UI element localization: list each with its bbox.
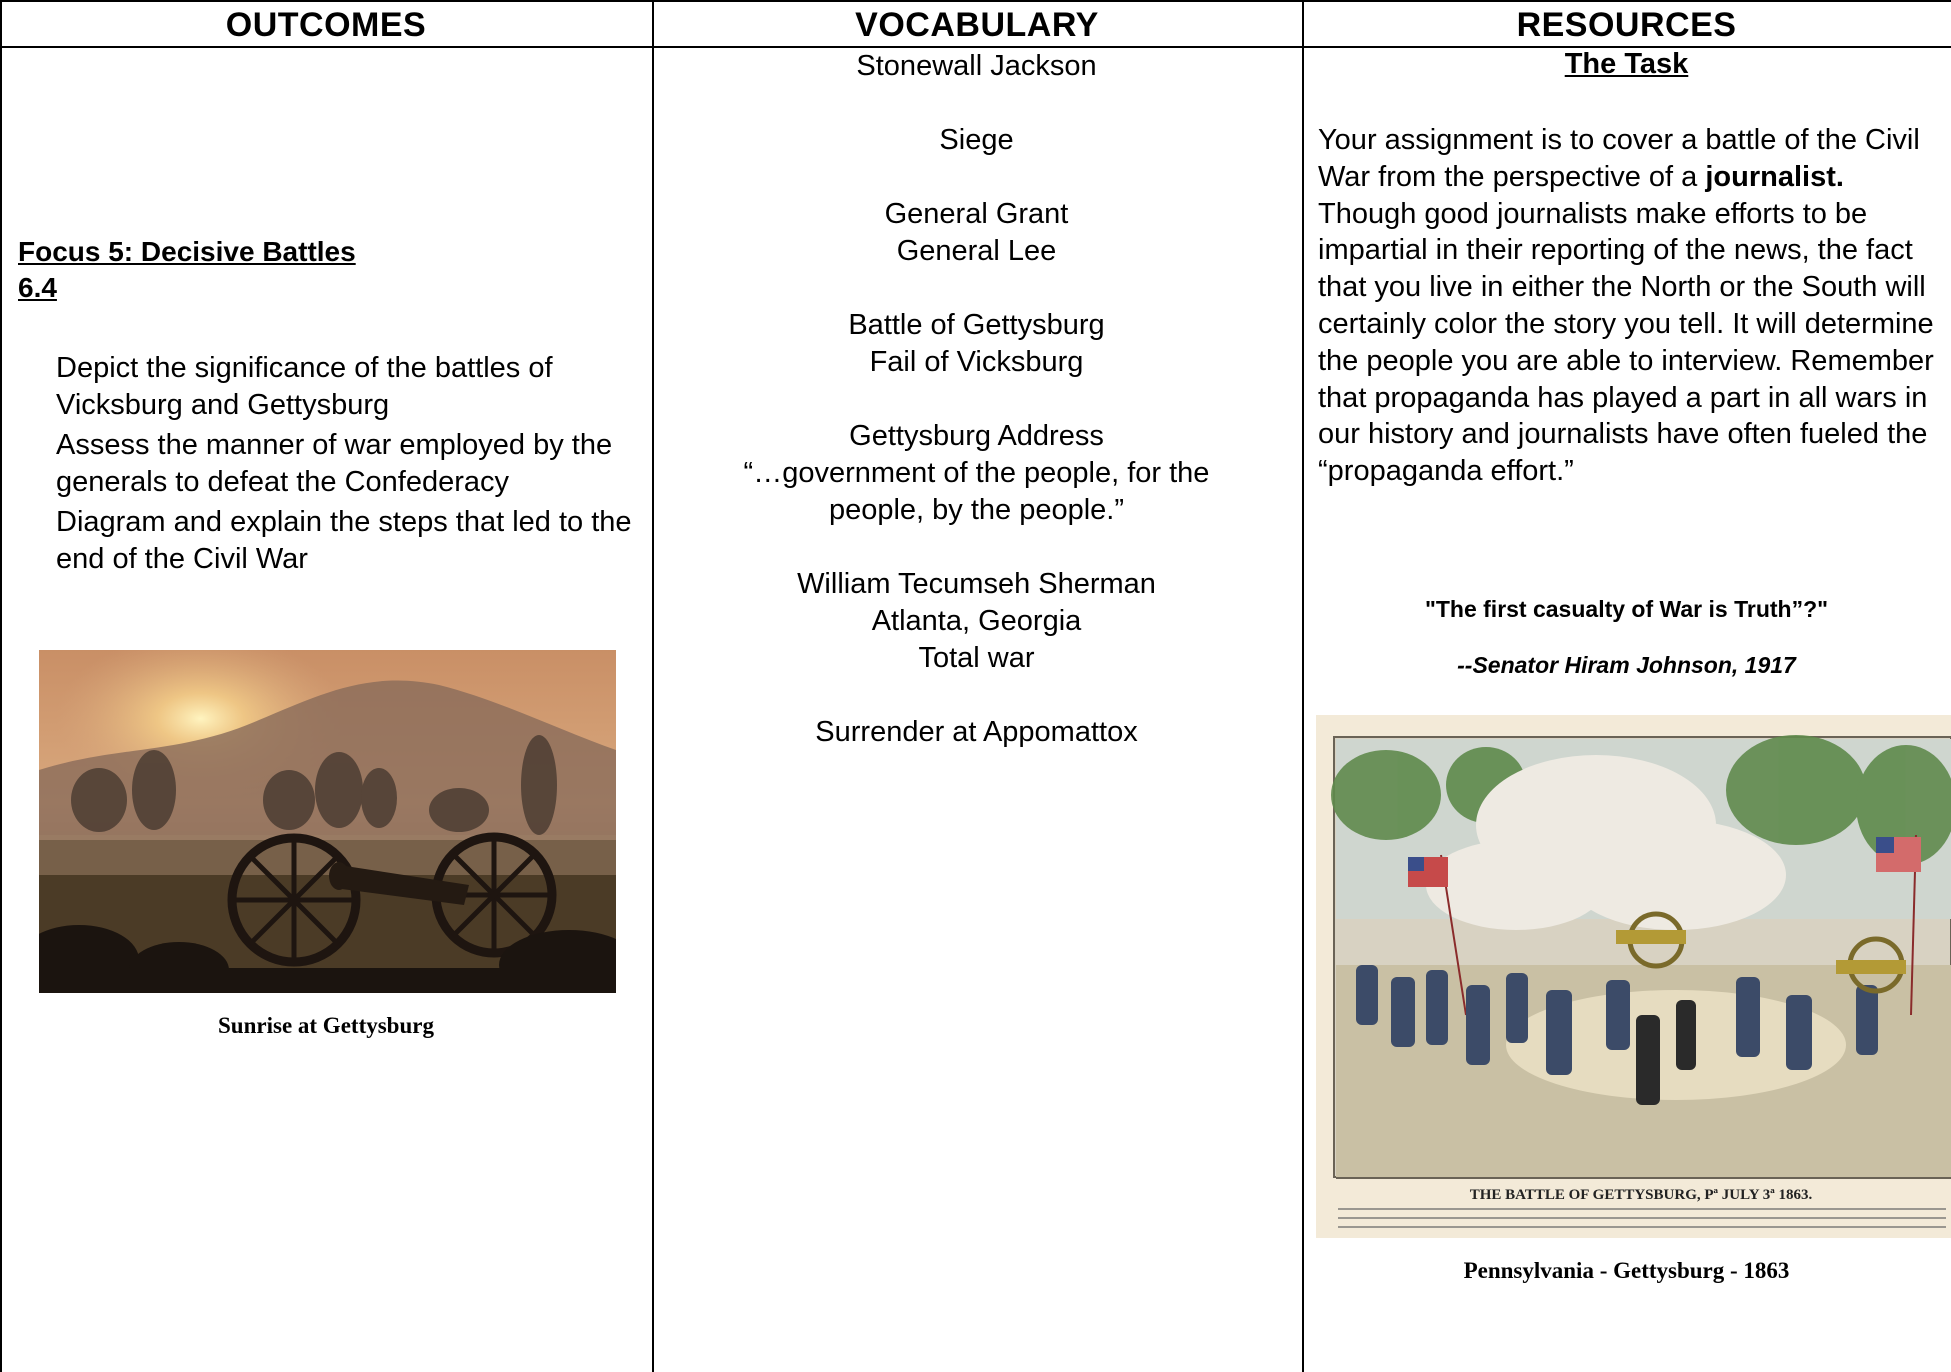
focus-code: 6.4	[18, 272, 57, 303]
quote-author: --Senator Hiram Johnson, 1917	[1457, 652, 1796, 678]
vocab-term: Atlanta, Georgia	[871, 605, 1082, 637]
outcomes-header: OUTCOMES	[225, 6, 427, 44]
sunrise-caption: Sunrise at Gettysburg	[218, 1013, 434, 1038]
gettysburg-caption: Pennsylvania - Gettysburg - 1863	[1463, 1258, 1790, 1283]
task-title: The Task	[1564, 48, 1689, 80]
column-divider-2	[1302, 0, 1304, 1372]
task-description	[1318, 122, 1946, 490]
vocab-term: Gettysburg Address	[849, 420, 1104, 452]
vocab-term: General Grant	[884, 198, 1069, 230]
vocab-quote-line: people, by the people.”	[828, 494, 1125, 526]
vocab-term: Surrender at Appomattox	[815, 716, 1138, 748]
outcomes-list	[56, 350, 646, 581]
sunrise-gettysburg-photo	[39, 650, 616, 993]
focus-title: Focus 5: Decisive Battles	[18, 236, 356, 267]
vocabulary-header: VOCABULARY	[855, 6, 1099, 44]
battle-of-gettysburg-lithograph	[1316, 715, 1951, 1238]
vocab-term: Fail of Vicksburg	[869, 346, 1084, 378]
vocab-term: Siege	[939, 124, 1014, 156]
table-border-left	[0, 0, 2, 1372]
task-intro: Your assignment is to cover a battle of the Civil War from the perspective of a	[1318, 124, 1920, 193]
outcome-item: Depict the significance of the battles of Vicksburg and Gettysburg	[56, 352, 553, 421]
vocab-term: Battle of Gettysburg	[848, 309, 1105, 341]
outcome-item: Diagram and explain the steps that led to the end of the Civil War	[56, 506, 632, 575]
lithograph-title: THE BATTLE OF GETTYSBURG, Pª JULY 3ª 1863.	[1469, 1187, 1813, 1203]
vocab-term: Stonewall Jackson	[856, 50, 1097, 82]
vocab-term: Total war	[918, 642, 1035, 674]
outcome-item: Assess the manner of war employed by the generals to defeat the Confederacy	[56, 429, 613, 498]
task-rest: Though good journalists make efforts to be impartial in their reporting of the news, the fact that you live in either the North or the South will certainly color the story you tell. It will determine the people you are able to interview. Remember that propaganda has played a part in all wars in our history and journalists have often fueled the “propaganda effort.”	[1318, 197, 1934, 488]
task-bold-term: journalist.	[1705, 160, 1844, 193]
focus-heading	[18, 234, 356, 306]
vocab-term: General Lee	[896, 235, 1057, 267]
resources-header: RESOURCES	[1516, 6, 1737, 44]
vocab-quote-line: “…government of the people, for the	[743, 457, 1210, 489]
vocab-term: William Tecumseh Sherman	[797, 568, 1156, 600]
quote-text: "The first casualty of War is Truth”?"	[1424, 596, 1829, 622]
